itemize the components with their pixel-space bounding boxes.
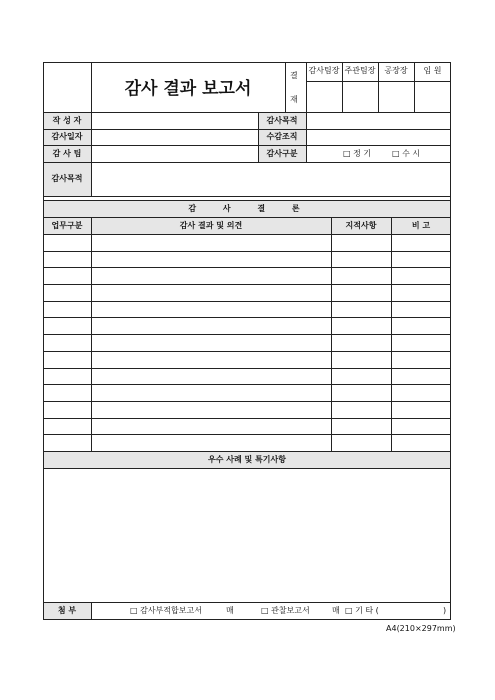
table-row[interactable] — [44, 302, 450, 318]
attachment-nonconformity[interactable]: □ 감사부적합보고서 — [130, 606, 202, 615]
audited-org-label: 수감조직 — [266, 132, 298, 141]
row-divider — [43, 267, 451, 268]
table-row[interactable] — [44, 352, 450, 368]
row-divider — [43, 301, 451, 302]
results-section-title: 감 사 결 론 — [188, 204, 306, 213]
approver-plant-manager: 공장장 — [384, 66, 408, 75]
type-option-adhoc[interactable]: □ 수 시 — [392, 149, 421, 158]
row-divider — [43, 434, 451, 435]
col-category: 업무구분 — [51, 221, 83, 230]
row-divider — [43, 251, 451, 252]
row-divider — [43, 317, 451, 318]
paper-size-note: A4(210×297mm) — [386, 624, 456, 633]
table-row[interactable] — [44, 435, 450, 451]
best-section-title: 우수 사례 및 특기사항 — [208, 455, 286, 464]
approver-executive: 임 원 — [423, 66, 442, 75]
row-divider — [43, 351, 451, 352]
attachment-unit-1: 매 — [226, 606, 234, 615]
table-row[interactable] — [44, 285, 450, 301]
table-row[interactable] — [44, 235, 450, 251]
row-divider — [43, 334, 451, 335]
type-option-regular[interactable]: □ 정 기 — [343, 149, 372, 158]
subject-label: 감사목적 — [266, 116, 298, 125]
approval-label-bottom: 재 — [290, 95, 298, 104]
page-title: 감사 결과 보고서 — [124, 79, 252, 99]
approval-label-top: 결 — [290, 71, 298, 80]
col-findings: 지적사항 — [345, 221, 377, 230]
table-row[interactable] — [44, 252, 450, 268]
attachment-label: 첨 부 — [57, 606, 77, 615]
type-label: 감사구분 — [266, 149, 298, 158]
attachment-close-paren: ) — [443, 606, 447, 615]
col-remarks: 비 고 — [411, 221, 431, 230]
table-row[interactable] — [44, 268, 450, 284]
team-label: 감 사 팀 — [52, 149, 82, 158]
table-row[interactable] — [44, 335, 450, 351]
attachment-observation[interactable]: □ 관찰보고서 — [261, 606, 310, 615]
row-divider — [43, 368, 451, 369]
approver-lead: 주관팀장 — [344, 66, 376, 75]
author-label: 작 성 자 — [52, 116, 82, 125]
date-label: 감사일자 — [51, 132, 83, 141]
purpose-label: 감사목적 — [51, 174, 83, 183]
table-row[interactable] — [44, 369, 450, 385]
row-divider — [43, 418, 451, 419]
approver-audit-lead: 감사팀장 — [308, 66, 340, 75]
row-divider — [43, 384, 451, 385]
row-divider — [43, 401, 451, 402]
table-row[interactable] — [44, 385, 450, 401]
best-notes-area[interactable] — [44, 469, 450, 602]
table-row[interactable] — [44, 318, 450, 334]
col-result: 감사 결과 및 의견 — [179, 221, 243, 230]
row-divider — [43, 284, 451, 285]
attachment-unit-2: 매 — [332, 606, 340, 615]
attachment-other[interactable]: □ 기 타 ( — [345, 606, 379, 615]
table-row[interactable] — [44, 419, 450, 435]
table-row[interactable] — [44, 402, 450, 418]
